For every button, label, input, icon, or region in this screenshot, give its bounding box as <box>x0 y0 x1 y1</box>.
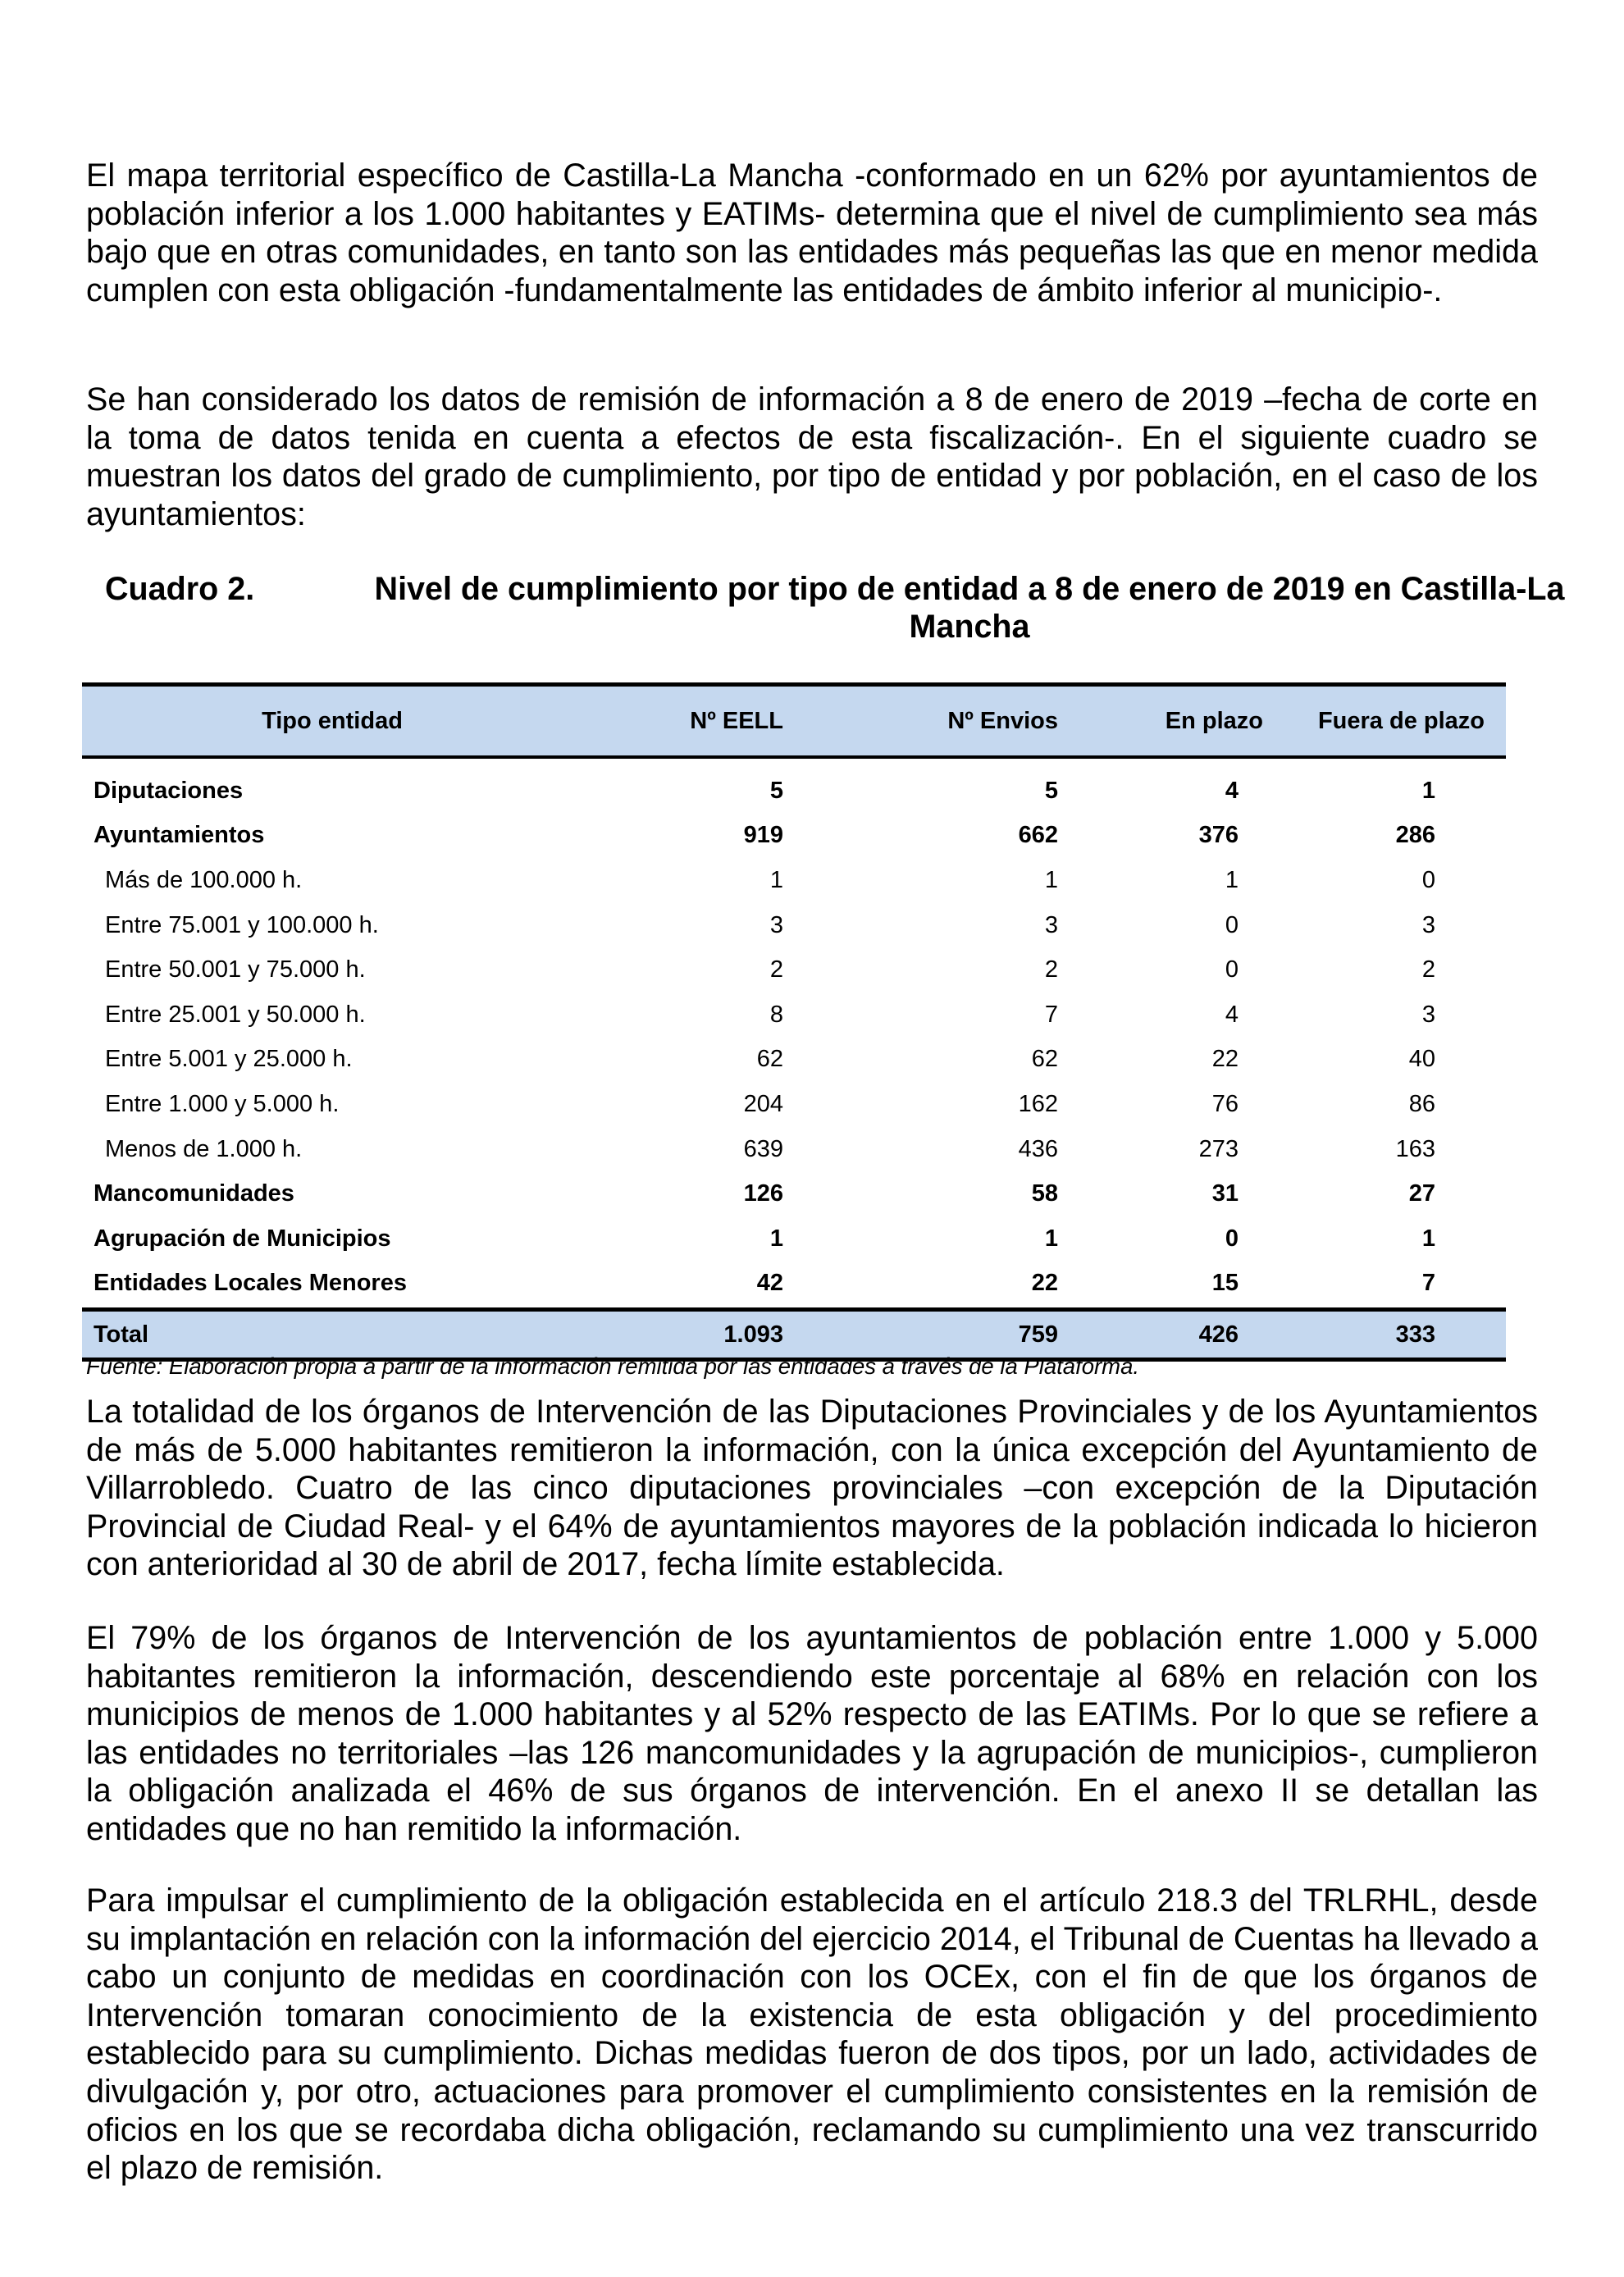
cell-en-plazo: 0 <box>1225 1225 1239 1252</box>
table-row <box>82 1038 1506 1083</box>
cell-en-plazo: 0 <box>1225 911 1239 938</box>
row-label: Agrupación de Municipios <box>94 1225 391 1252</box>
total-en-plazo: 426 <box>1198 1321 1239 1348</box>
cell-fuera-plazo: 40 <box>1408 1046 1435 1073</box>
cell-envios: 436 <box>1018 1135 1058 1162</box>
cell-fuera-plazo: 1 <box>1421 777 1435 804</box>
table-row <box>82 992 1506 1038</box>
cell-envios: 58 <box>1031 1180 1058 1207</box>
cell-en-plazo: 4 <box>1225 777 1239 804</box>
cell-envios: 7 <box>1044 1001 1058 1028</box>
row-label: Ayuntamientos <box>94 822 265 849</box>
total-envios: 759 <box>1018 1321 1058 1348</box>
cell-envios: 62 <box>1031 1046 1058 1073</box>
table-total-row <box>82 1312 1506 1358</box>
cell-en-plazo: 273 <box>1198 1135 1239 1162</box>
total-eell: 1.093 <box>723 1321 783 1348</box>
cell-eell: 42 <box>756 1270 783 1297</box>
compliance-table <box>82 682 1506 1362</box>
row-label: Diputaciones <box>94 777 244 804</box>
cell-envios: 2 <box>1044 956 1058 983</box>
header-tipo-entidad: Tipo entidad <box>262 707 403 734</box>
cell-fuera-plazo: 0 <box>1421 866 1435 893</box>
cell-en-plazo: 31 <box>1211 1180 1239 1207</box>
cell-fuera-plazo: 3 <box>1421 911 1435 938</box>
caption-title: Nivel de cumplimiento por tipo de entidad a 8 de enero de 2019 en Castilla-La Mancha <box>374 571 1565 645</box>
header-en-plazo: En plazo <box>1165 707 1263 734</box>
cell-fuera-plazo: 1 <box>1421 1225 1435 1252</box>
table-body <box>82 759 1506 1306</box>
header-fuera-de-plazo: Fuera de plazo <box>1317 707 1485 734</box>
row-label: Entre 25.001 y 50.000 h. <box>105 1001 366 1028</box>
cell-en-plazo: 76 <box>1211 1090 1239 1117</box>
cell-envios: 162 <box>1018 1090 1058 1117</box>
table-row <box>82 1216 1506 1262</box>
header-n-envios: Nº Envios <box>947 707 1058 734</box>
cell-eell: 2 <box>769 956 783 983</box>
row-label: Menos de 1.000 h. <box>105 1135 303 1162</box>
cell-fuera-plazo: 86 <box>1408 1090 1435 1117</box>
paragraph-2: Se han considerado los datos de remisión de información a 8 de enero de 2019 –fecha de corte en la toma de datos tenida en cuenta a efectos de esta fiscalización-. En el siguiente cuadro se muestran los datos del grado de cumplimiento, por tipo de entidad y por población, en el caso de los ayuntamientos: <box>86 381 1538 532</box>
table-row <box>82 814 1506 859</box>
row-label: Entre 5.001 y 25.000 h. <box>105 1046 353 1073</box>
row-label: Entre 1.000 y 5.000 h. <box>105 1090 340 1117</box>
row-label: Entre 75.001 y 100.000 h. <box>105 911 379 938</box>
total-label: Total <box>94 1321 149 1348</box>
row-label: Mancomunidades <box>94 1180 294 1207</box>
cell-en-plazo: 0 <box>1225 956 1239 983</box>
cell-fuera-plazo: 27 <box>1408 1180 1435 1207</box>
total-fuera-plazo: 333 <box>1395 1321 1435 1348</box>
cell-eell: 8 <box>769 1001 783 1028</box>
caption-number: Cuadro 2. <box>105 571 255 607</box>
cell-eell: 3 <box>769 911 783 938</box>
cell-eell: 62 <box>756 1046 783 1073</box>
table-row <box>82 769 1506 814</box>
table-row <box>82 858 1506 903</box>
cell-eell: 919 <box>743 822 783 849</box>
paragraph-5: Para impulsar el cumplimiento de la obligación establecida en el artículo 218.3 del TRLRHL, desde su implantación en relación con la información del ejercicio 2014, el Tribunal de Cuentas ha llevado a cabo un conjunto de medidas en coordinación con los OCEx, con el fin de que los órganos de Intervención tomaran conocimiento de la existencia de esta obligación y del procedimiento establecido para su cumplimiento. Dichas medidas fueron de dos tipos, por un lado, actividades de divulgación y, por otro, actuaciones para promover el cumplimiento consistentes en la remisión de oficios en los que se recordaba dicha obligación, reclamando su cumplimiento una vez transcurrido el plazo de remisión. <box>86 1882 1538 2187</box>
paragraph-3: La totalidad de los órganos de Intervención de las Diputaciones Provinciales y de los Ayuntamientos de más de 5.000 habitantes remitieron la información, con la única excepción del Ayuntamiento de Villarrobledo. Cuatro de las cinco diputaciones provinciales –con excepción de la Diputación Provincial de Ciudad Real- y el 64% de ayuntamientos mayores de la población indicada lo hicieron con anterioridad al 30 de abril de 2017, fecha límite establecida. <box>86 1394 1538 1583</box>
table-source-note: Fuente: Elaboración propia a partir de la información remitida por las entidades a través de la Plataforma. <box>86 1353 1140 1379</box>
cell-fuera-plazo: 163 <box>1395 1135 1435 1162</box>
cell-envios: 1 <box>1044 866 1058 893</box>
table-row <box>82 1127 1506 1172</box>
cell-en-plazo: 22 <box>1211 1046 1239 1073</box>
cell-en-plazo: 4 <box>1225 1001 1239 1028</box>
cell-fuera-plazo: 286 <box>1395 822 1435 849</box>
cell-envios: 662 <box>1018 822 1058 849</box>
table-header <box>82 687 1506 755</box>
row-label: Entre 50.001 y 75.000 h. <box>105 956 366 983</box>
cell-envios: 1 <box>1044 1225 1058 1252</box>
cell-eell: 1 <box>769 1225 783 1252</box>
table-row <box>82 1171 1506 1216</box>
cell-eell: 1 <box>769 866 783 893</box>
table-row <box>82 1082 1506 1127</box>
header-n-eell: Nº EELL <box>690 707 783 734</box>
cell-eell: 5 <box>769 777 783 804</box>
paragraph-1: El mapa territorial específico de Castilla-La Mancha -conformado en un 62% por ayuntamientos de población inferior a los 1.000 habitantes y EATIMs- determina que el nivel de cumplimiento sea más bajo que en otras comunidades, en tanto son las entidades más pequeñas las que en menor medida cumplen con esta obligación -fundamentalmente las entidades de ámbito inferior al municipio-. <box>86 157 1538 308</box>
cell-fuera-plazo: 2 <box>1421 956 1435 983</box>
table-row <box>82 903 1506 948</box>
cell-envios: 5 <box>1044 777 1058 804</box>
cell-en-plazo: 15 <box>1211 1270 1239 1297</box>
cell-fuera-plazo: 3 <box>1421 1001 1435 1028</box>
row-label: Entidades Locales Menores <box>94 1270 407 1297</box>
cell-fuera-plazo: 7 <box>1421 1270 1435 1297</box>
paragraph-4: El 79% de los órganos de Intervención de los ayuntamientos de población entre 1.000 y 5.000 habitantes remitieron la información, descendiendo este porcentaje al 68% en relación con los municipios de menos de 1.000 habitantes y al 52% respecto de las EATIMs. Por lo que se refiere a las entidades no territoriales –las 126 mancomunidades y la agrupación de municipios-, cumplieron la obligación analizada el 46% de sus órganos de intervención. En el anexo II se detallan las entidades que no han remitido la información. <box>86 1620 1538 1847</box>
cell-en-plazo: 376 <box>1198 822 1239 849</box>
cell-envios: 22 <box>1031 1270 1058 1297</box>
cell-envios: 3 <box>1044 911 1058 938</box>
cell-eell: 204 <box>743 1090 783 1117</box>
table-row <box>82 1262 1506 1307</box>
cell-en-plazo: 1 <box>1225 866 1239 893</box>
row-label: Más de 100.000 h. <box>105 866 303 893</box>
cell-eell: 126 <box>743 1180 783 1207</box>
cell-eell: 639 <box>743 1135 783 1162</box>
table-row <box>82 947 1506 992</box>
